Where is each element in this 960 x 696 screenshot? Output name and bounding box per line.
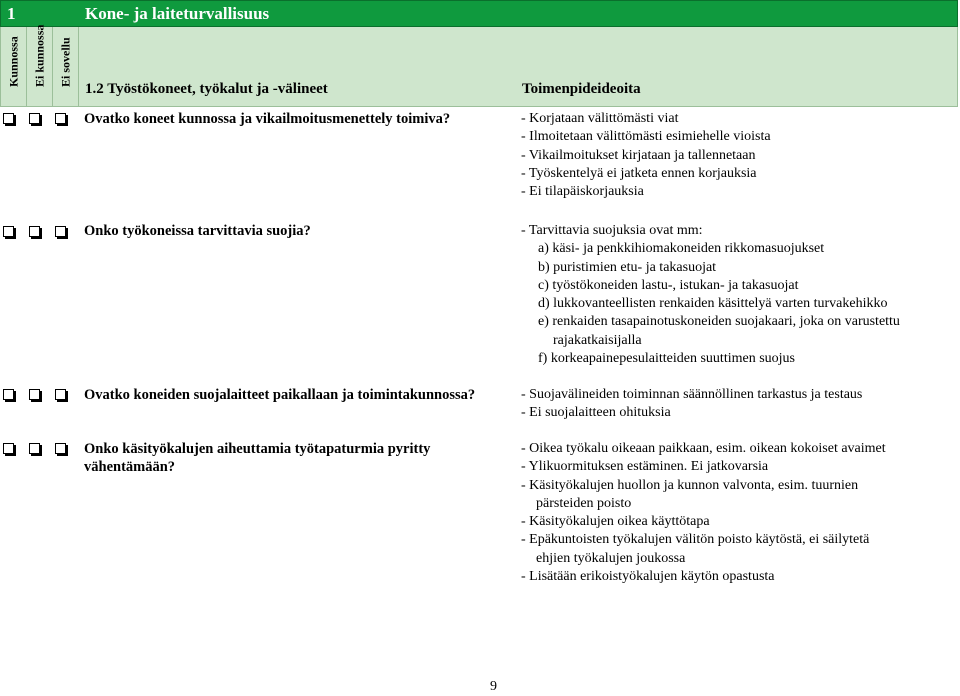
checkbox-ok[interactable] <box>3 226 14 237</box>
checkbox-not-ok[interactable] <box>29 226 40 237</box>
action-list: - Suojavälineiden toiminnan säännöllinen tarkastus ja testaus - Ei suojalaitteen ohituksia <box>521 387 863 421</box>
checkbox-ok[interactable] <box>3 443 14 454</box>
page-number: 9 <box>490 679 497 694</box>
action-list: - Korjataan välittömästi viat - Ilmoitetaan välittömästi esimiehelle vioista - Vikailmoitukset kirjataan ja tallennetaan - Työskentelyä ei jatketa ennen korjauksia - Ei tilapäiskorjauksia <box>521 111 771 200</box>
column-header-not-ok: Ei kunnossa <box>27 27 53 106</box>
chapter-title-bar <box>0 0 958 27</box>
checkbox-not-ok[interactable] <box>29 389 40 400</box>
action-list: - Oikea työkalu oikeaan paikkaan, esim. oikean kokoiset avaimet - Ylikuormituksen estäminen. Ei jatkovarsia - Käsityökalujen huollon ja kunnon valvonta, esim. tuurnien pärsteiden poisto - Käsityökalujen oikea käyttötapa - Epäkuntoisten työkalujen välitön poisto käytöstä, ei säilytetä ehjien työkalujen joukossa - Lisätään erikoistyökalujen käytön opastusta <box>521 441 886 585</box>
question-text: Ovatko koneiden suojalaitteet paikallaan ja toimintakunnossa? <box>84 387 476 403</box>
section-title: 1.2 Työstökoneet, työkalut ja -välineet <box>85 81 328 97</box>
checkbox-not-applicable[interactable] <box>55 443 66 454</box>
column-header-ok: Kunnossa <box>1 27 27 106</box>
checkbox-ok[interactable] <box>3 113 14 124</box>
chapter-number: 1 <box>7 4 16 23</box>
section-header <box>0 24 958 107</box>
checkbox-not-ok[interactable] <box>29 113 40 124</box>
column-header-not-applicable: Ei sovellu <box>53 27 79 106</box>
question-text: Onko käsityökalujen aiheuttamia työtapaturmia pyritty vähentämään? <box>84 441 431 475</box>
question-text: Onko työkoneissa tarvittavia suojia? <box>84 223 311 239</box>
checkbox-not-applicable[interactable] <box>55 389 66 400</box>
chapter-title: Kone- ja laiteturvallisuus <box>85 4 270 23</box>
question-text: Ovatko koneet kunnossa ja vikailmoitusmenettely toimiva? <box>84 111 451 127</box>
action-list: - Tarvittavia suojuksia ovat mm: a) käsi- ja penkkihiomakoneiden rikkomasuojukset b) puristimien etu- ja takasuojat c) työstökoneiden lastu-, istukan- ja takasuojat d) lukkovanteellisten renkaiden käsittelyä varten turvakehikko e) renkaiden tasapainotuskoneiden suojakaari, joka on varustettu rajakatkaisijalla f) korkeapainepesulaitteiden suuttimen suojus <box>521 223 900 367</box>
checkbox-ok[interactable] <box>3 389 14 400</box>
checkbox-not-ok[interactable] <box>29 443 40 454</box>
actions-header: Toimenpideideoita <box>522 81 641 97</box>
checkbox-not-applicable[interactable] <box>55 113 66 124</box>
checkbox-not-applicable[interactable] <box>55 226 66 237</box>
